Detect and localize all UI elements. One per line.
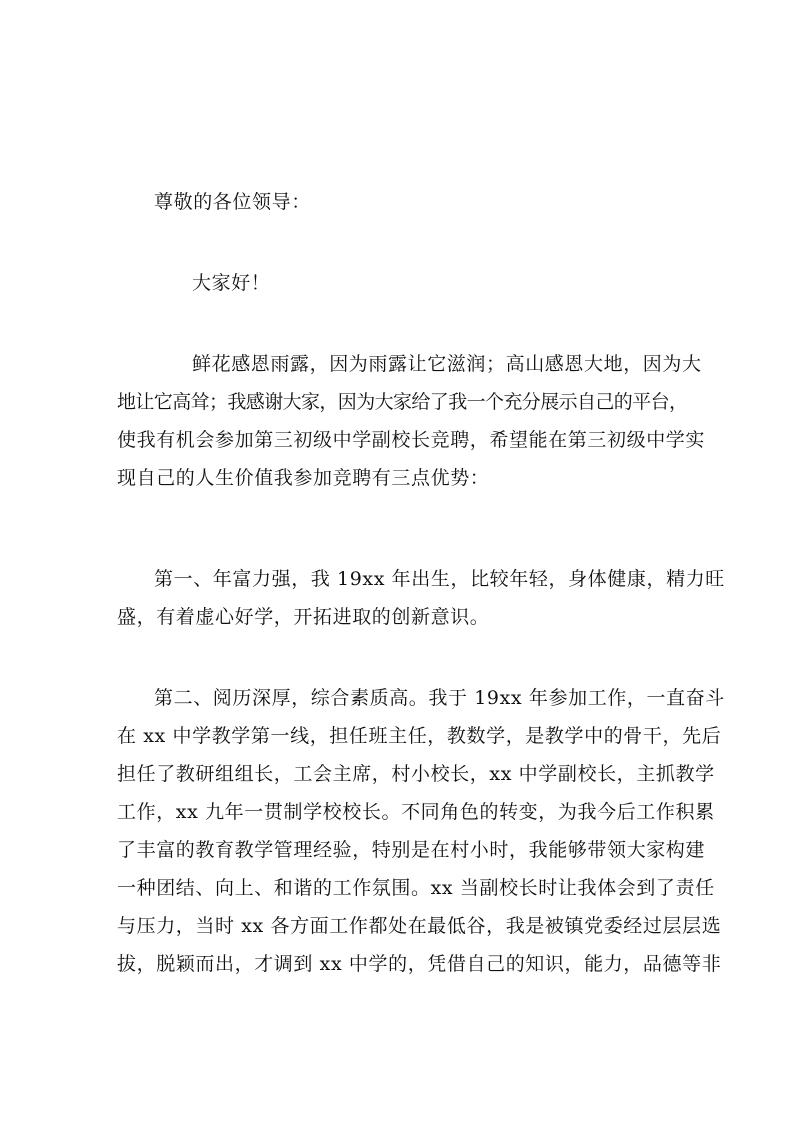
paragraph-3-line-3: 担任了教研组组长，工会主席，村小校长，xx 中学副校长，主抓教学 (117, 763, 715, 785)
paragraph-1-line-4: 现自己的人生价值我参加竞聘有三点优势： (117, 467, 490, 489)
paragraph-3-line-2: 在 xx 中学教学第一线，担任班主任，教数学，是教学中的骨干，先后 (117, 725, 722, 747)
paragraph-1-line-3: 使我有机会参加第三初级中学副校长竞聘，希望能在第三初级中学实 (117, 429, 706, 451)
paragraph-1-line-2: 地让它高耸；我感谢大家，因为大家给了我一个充分展示自己的平台， (117, 391, 688, 413)
paragraph-2-line-1: 第一、年富力强，我 19xx 年出生，比较年轻，身体健康，精力旺 (154, 568, 725, 590)
paragraph-3-line-1: 第二、阅历深厚，综合素质高。我于 19xx 年参加工作，一直奋斗 (154, 687, 725, 709)
paragraph-3-line-4: 工作，xx 九年一贯制学校校长。不同角色的转变，为我今后工作积累 (117, 801, 715, 823)
salutation: 尊敬的各位领导： (154, 191, 311, 213)
paragraph-1-line-1: 鲜花感恩雨露，因为雨露让它滋润；高山感恩大地，因为大 (192, 353, 702, 375)
paragraph-3-line-8: 拔，脱颖而出，才调到 xx 中学的，凭借自己的知识，能力，品德等非 (117, 953, 722, 975)
paragraph-2-line-2: 盛，有着虚心好学，开拓进取的创新意识。 (117, 606, 490, 628)
paragraph-3-line-7: 与压力，当时 xx 各方面工作都处在最低谷，我是被镇党委经过层层选 (117, 915, 722, 937)
paragraph-3-line-5: 了丰富的教育教学管理经验，特别是在村小时，我能够带领大家构建 (117, 839, 706, 861)
greeting: 大家好！ (192, 272, 271, 294)
paragraph-3-line-6: 一种团结、向上、和谐的工作氛围。xx 当副校长时让我体会到了责任 (117, 877, 715, 899)
